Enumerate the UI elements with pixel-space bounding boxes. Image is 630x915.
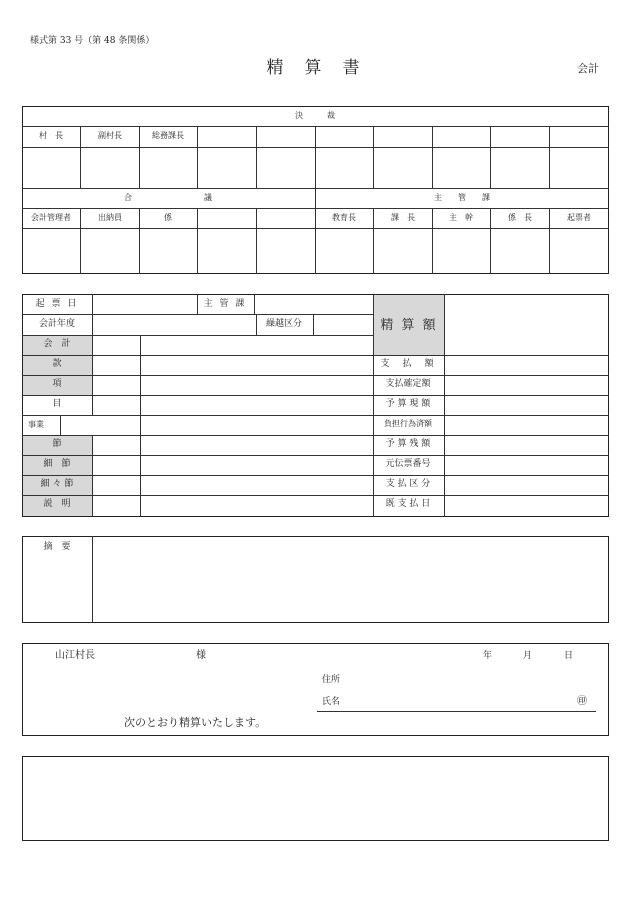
saisaisetsu-label: 細 々 節 <box>40 479 74 489</box>
consult-role-label: 会計管理者 <box>31 213 71 222</box>
notes-box <box>22 756 609 841</box>
dept-role-label: 係 長 <box>508 213 532 222</box>
form-number: 様式第 33 号（第 48 条関係） <box>30 36 155 46</box>
statement: 次のとおり精算いたします。 <box>124 716 267 729</box>
corner-label: 会計 <box>577 62 599 75</box>
dept-role-label: 主 幹 <box>449 213 473 222</box>
dept-role-label: 課 長 <box>391 213 415 222</box>
kan-label: 款 <box>52 359 62 369</box>
right-label: 負担行為済額 <box>384 419 432 428</box>
moku-label: 目 <box>52 399 62 409</box>
issue-date-label: 起 票 日 <box>35 299 79 309</box>
settlement-amount-label: 精 算 額 <box>380 318 438 333</box>
right-label: 支 払 額 <box>380 359 436 369</box>
right-label: 予 算 現 額 <box>385 399 431 409</box>
right-label: 元伝票番号 <box>385 459 431 469</box>
approver-label: 副村長 <box>98 131 122 140</box>
name-label: 氏名 <box>322 697 341 707</box>
right-label: 支 払 区 分 <box>385 479 431 489</box>
consult-title: 合 議 <box>124 193 212 202</box>
dept-role-label: 起票者 <box>567 213 591 222</box>
approval-title: 決 裁 <box>295 111 335 120</box>
right-label: 支払確定額 <box>385 379 431 389</box>
approver-label: 総務課長 <box>152 131 184 140</box>
consult-role-label: 出納員 <box>98 213 122 222</box>
approver-label: 村 長 <box>39 131 63 140</box>
year-label: 年 <box>483 651 493 661</box>
addressee: 山江村長 <box>55 650 95 661</box>
fiscal-year-label: 会計年度 <box>38 319 76 329</box>
address-label: 住所 <box>322 675 341 685</box>
account-label: 会 計 <box>43 339 71 349</box>
kou-label: 項 <box>52 379 62 389</box>
month-label: 月 <box>523 651 533 661</box>
right-label: 予 算 残 額 <box>385 439 431 449</box>
day-label: 日 <box>564 651 574 661</box>
seal-mark: ㊞ <box>577 696 587 707</box>
honorific: 様 <box>196 650 206 661</box>
explanation-label: 説 明 <box>43 499 71 509</box>
declaration-box <box>22 643 609 736</box>
dept-label: 主 管 課 <box>203 299 247 309</box>
setsu-label: 節 <box>52 439 62 449</box>
carryover-label: 繰越区分 <box>265 319 303 329</box>
right-label: 既 支 払 日 <box>385 499 431 509</box>
dept-role-label: 教育長 <box>332 213 356 222</box>
details-table <box>22 294 609 517</box>
summary-box <box>22 536 609 623</box>
page-title: 精 算 書 <box>266 58 362 78</box>
consult-role-label: 係 <box>164 213 172 222</box>
project-label: 事業 <box>28 420 44 429</box>
dept-title: 主 管 課 <box>434 193 490 202</box>
saisetsu-label: 細 節 <box>43 459 71 469</box>
summary-label: 摘 要 <box>43 542 71 552</box>
